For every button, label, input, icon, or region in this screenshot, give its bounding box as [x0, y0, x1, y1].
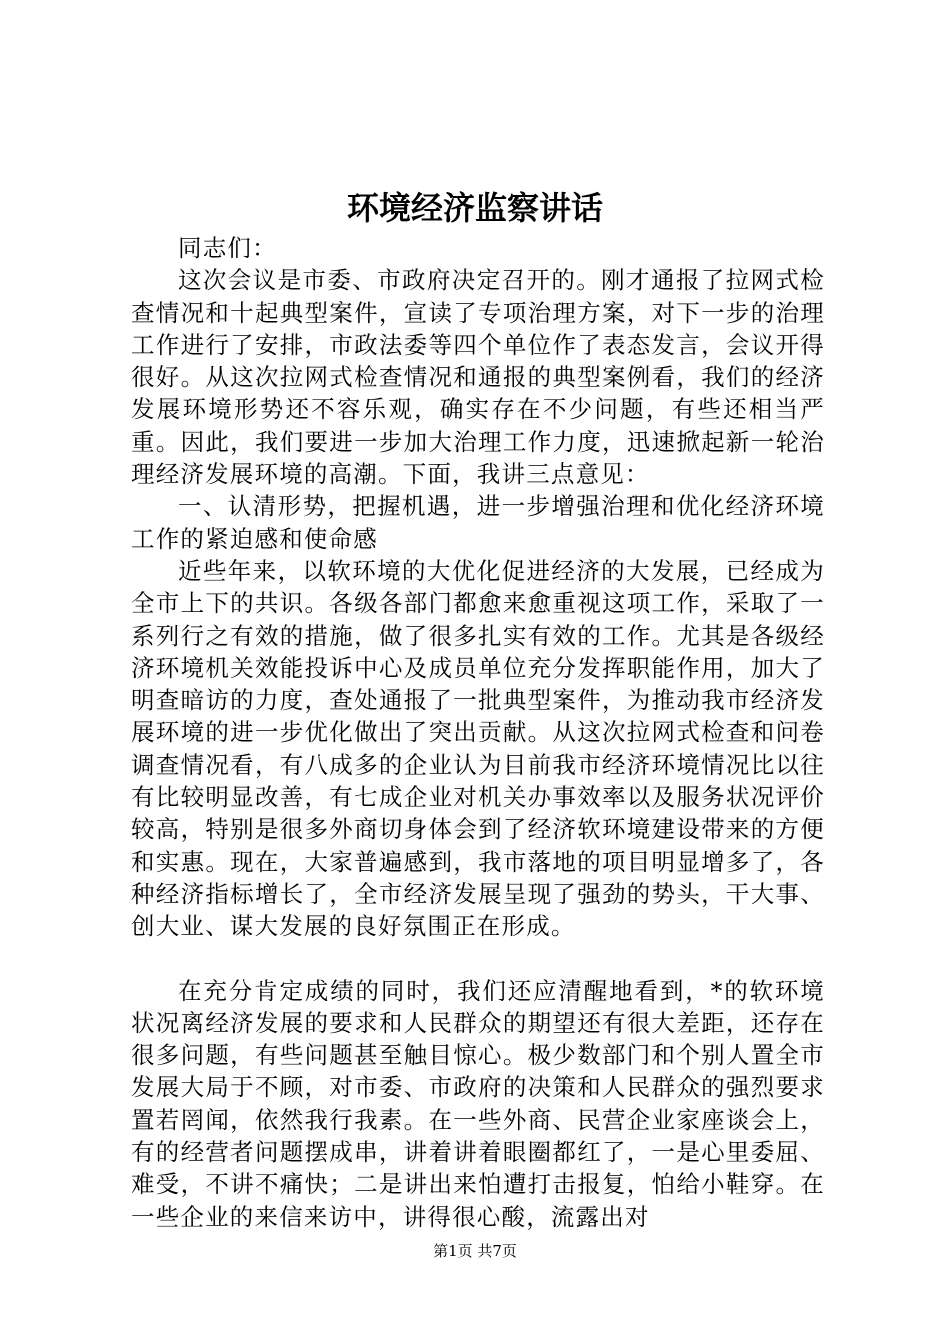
paragraph-intro: 这次会议是市委、市政府决定召开的。刚才通报了拉网式检查情况和十起典型案件，宣读了专项治理方案，对下一步的治理工作进行了安排，市政法委等四个单位作了表态发言，会议开得很好。从这次拉网式检查情况和通报的典型案例看，我们的经济发展环境形势还不容乐观，确实存在不少问题，有些还相当严重。因此，我们要进一步加大治理工作力度，迅速掀起新一轮治理经济发展环境的高潮。下面，我讲三点意见：	[131, 266, 825, 489]
document-title: 环境经济监察讲话	[346, 189, 603, 227]
paragraph-achievements: 近些年来，以软环境的大优化促进经济的大发展，已经成为全市上下的共识。各级各部门都愈来愈重视这项工作，采取了一系列行之有效的措施，做了很多扎实有效的工作。尤其是各级经济环境机关效能投诉中心及成员单位充分发挥职能作用，加大了明查暗访的力度，查处通报了一批典型案件，为推动我市经济发展环境的进一步优化做出了突出贡献。从这次拉网式检查和问卷调查情况看，有八成多的企业认为目前我市经济环境情况比以往有比较明显改善，有七成企业对机关办事效率以及服务状况评价较高，特别是很多外商切身体会到了经济软环境建设带来的方便和实惠。现在，大家普遍感到，我市落地的项目明显增多了，各种经济指标增长了，全市经济发展呈现了强劲的势头，干大事、创大业、谋大发展的良好氛围正在形成。	[131, 556, 825, 941]
page-footer: 第1页 共7页	[433, 1242, 517, 1260]
section-heading-1: 一、认清形势，把握机遇，进一步增强治理和优化经济环境工作的紧迫感和使命感	[131, 492, 825, 553]
document-body	[131, 232, 825, 1233]
paragraph-problems: 在充分肯定成绩的同时，我们还应清醒地看到，*的软环境状况离经济发展的要求和人民群众的期望还有很大差距，还存在很多问题，有些问题甚至触目惊心。极少数部门和个别人置全市发展大局于不顾，对市委、市政府的决策和人民群众的强烈要求置若罔闻，依然我行我素。在一些外商、民营企业家座谈会上，有的经营者问题摆成串，讲着讲着眼圈都红了，一是心里委屈、难受，不讲不痛快；二是讲出来怕遭打击报复，怕给小鞋穿。在一些企业的来信来访中，讲得很心酸，流露出对	[131, 976, 825, 1231]
salutation: 同志们：	[178, 234, 277, 262]
